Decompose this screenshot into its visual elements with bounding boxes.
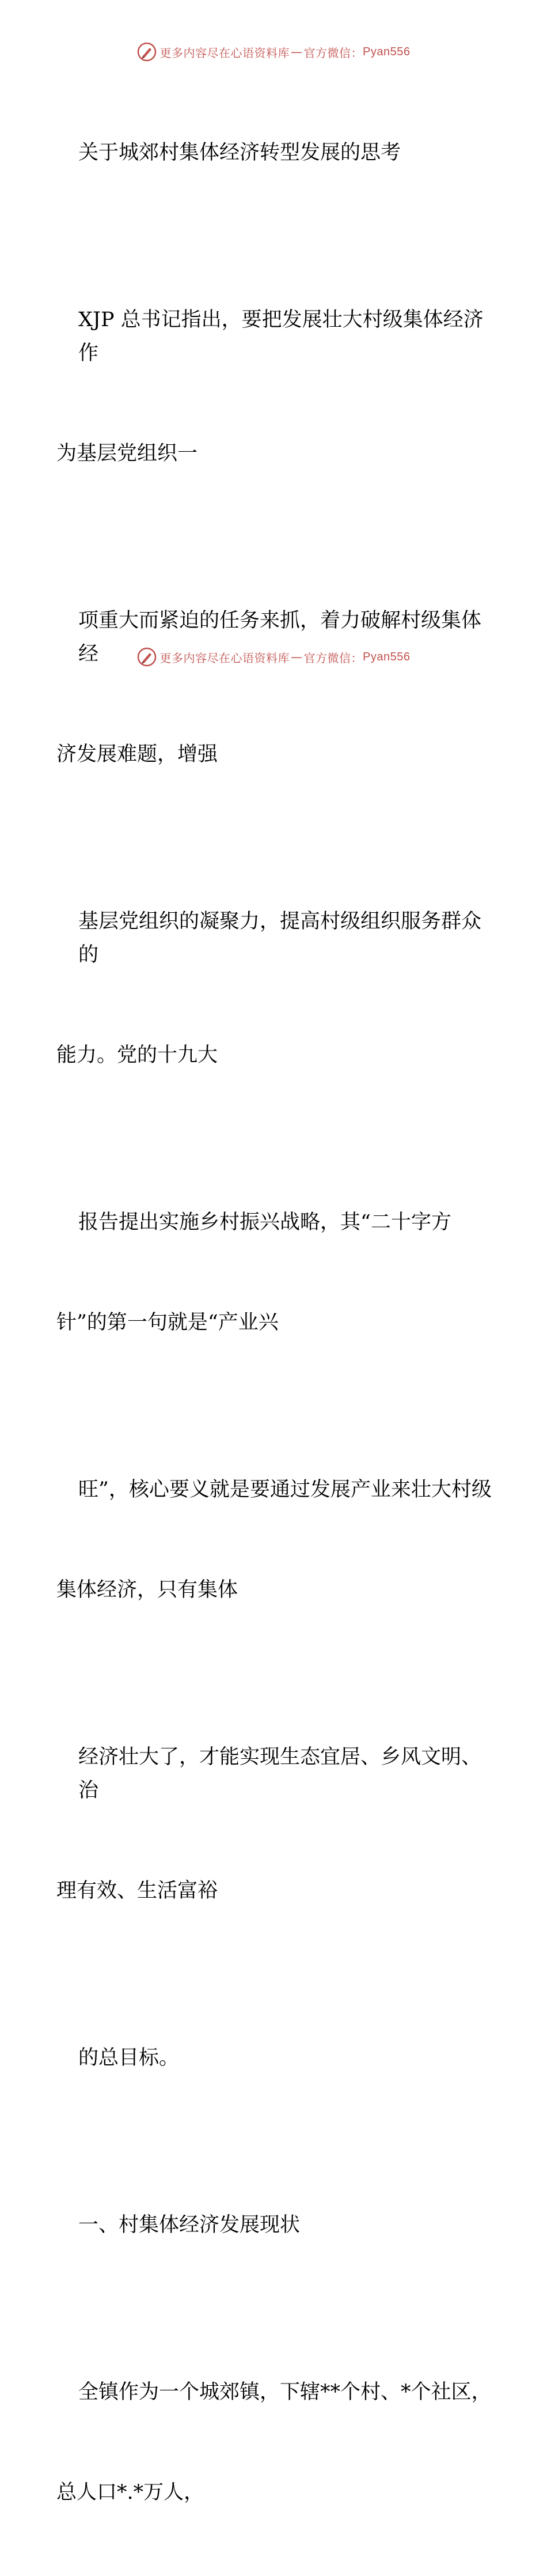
watermark-main-text: 更多内容尽在心语资料库 [159,651,290,665]
watermark-main-text: 更多内容尽在心语资料库 [159,46,290,60]
watermark-wechat-id: Pyan556 [363,45,411,58]
pen-logo-icon [137,42,157,62]
paragraph: 的总目标。 [78,2046,180,2069]
paragraph: 旺”，核心要义就是要通过发展产业来壮大村级 集体经济，只有集体 [56,1478,492,1601]
pen-logo-icon [137,647,157,667]
watermark-dash: — [291,45,303,59]
paragraph: 报告提出实施乡村振兴战略，其“二十字方 针”的第一句就是“产业兴 [56,1211,451,1334]
footer-watermark [0,645,547,668]
paragraph: 全镇作为一个城郊镇，下辖**个村、*个社区， 总人口*.*万人， [56,2381,492,2504]
watermark-wechat-id: Pyan556 [363,650,411,663]
paragraph: 项重大而紧迫的任务来抓，着力破解村级集体经 济发展难题，增强 [56,609,482,766]
document-body [56,69,494,2576]
paragraph: XJP 总书记指出，要把发展壮大村级集体经济作 为基层党组织一 [56,308,484,465]
watermark-sub-text: 官方微信： [303,651,363,665]
document-title: 关于城郊村集体经济转型发展的思考 [78,141,401,164]
section-heading: 一、村集体经济发展现状 [78,2214,301,2237]
watermark-sub-text: 官方微信： [303,46,363,60]
header-watermark [0,40,547,63]
paragraph: 基层党组织的凝聚力，提高村级组织服务群众的 能力。党的十九大 [56,910,482,1067]
watermark-dash: — [291,650,303,664]
paragraph: 经济壮大了，才能实现生态宜居、乡风文明、治 理有效、生活富裕 [56,1746,482,1902]
